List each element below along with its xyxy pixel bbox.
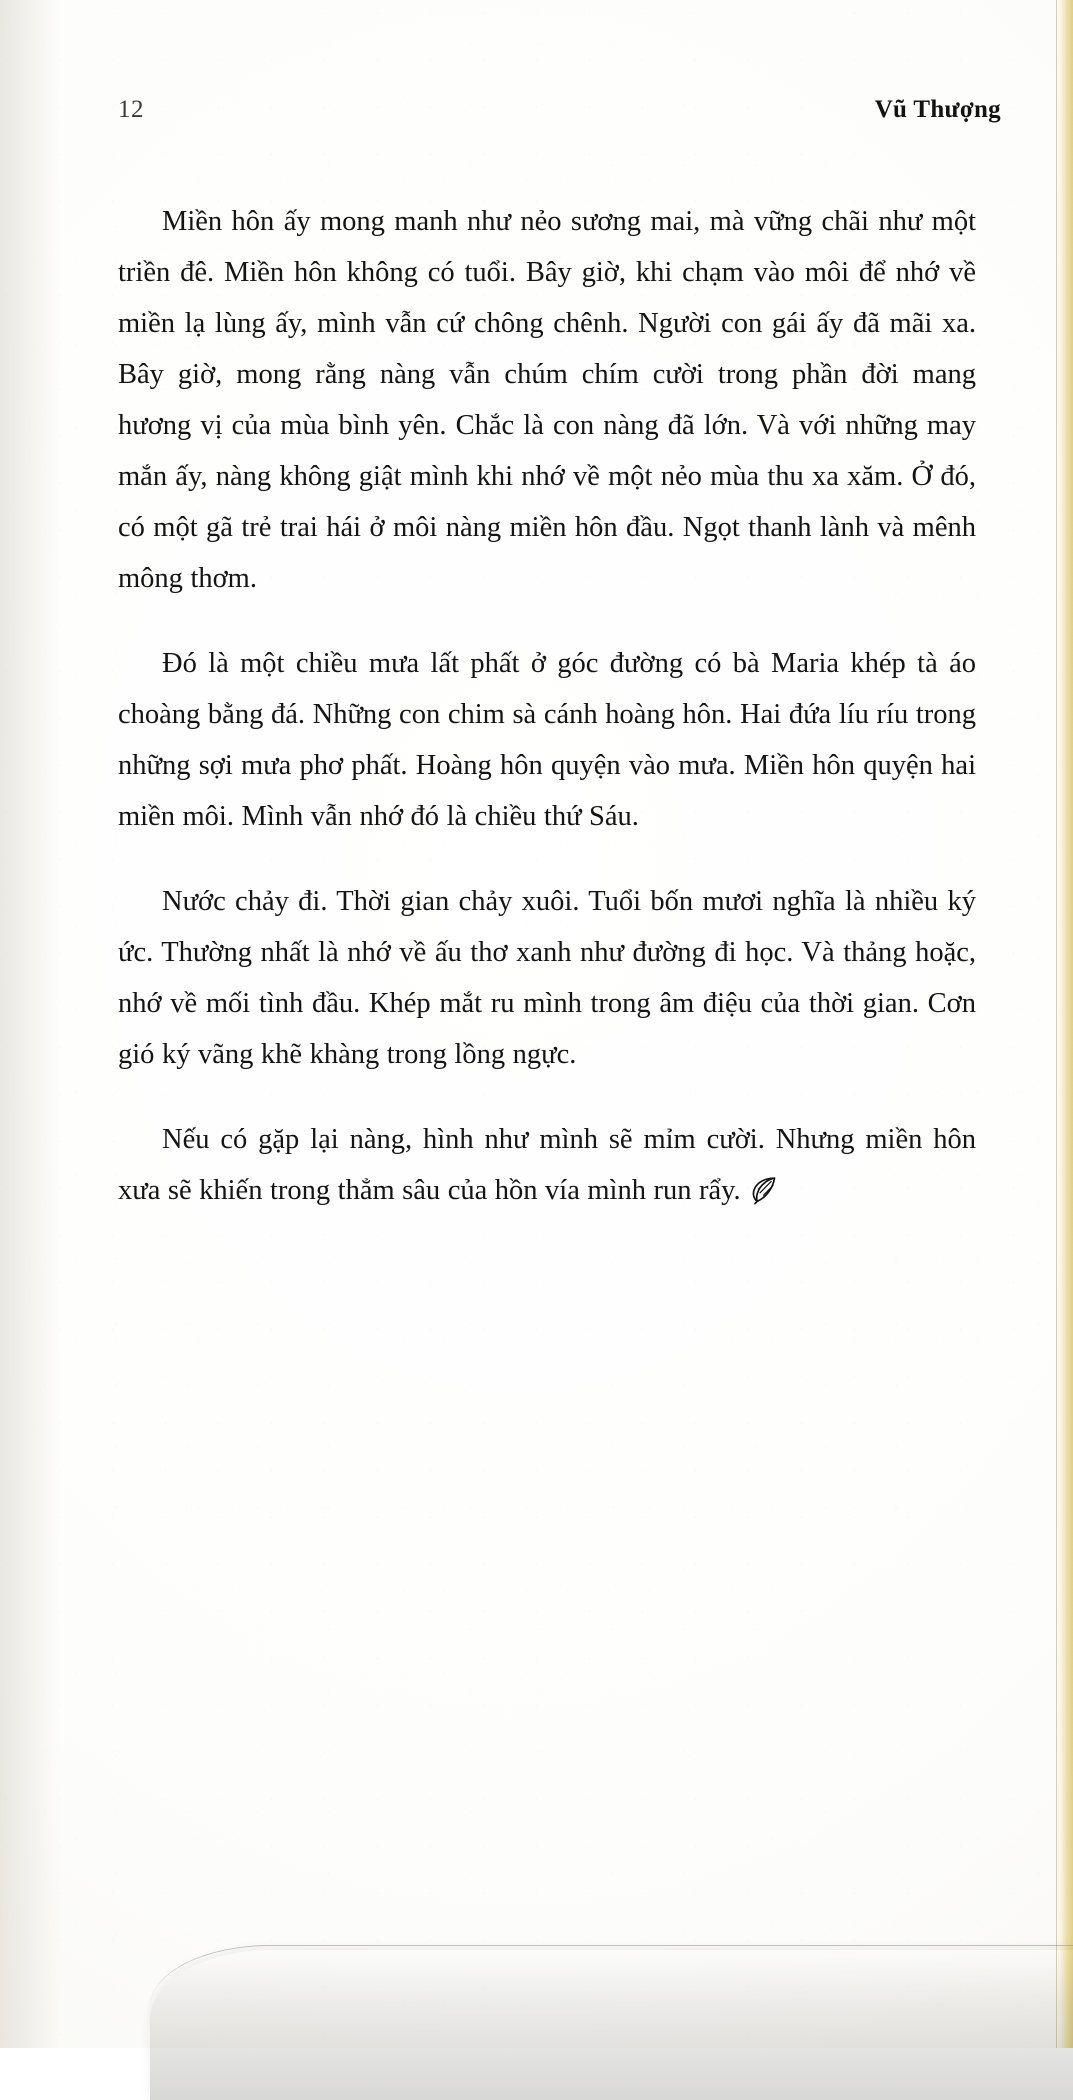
page-curl-gradient (150, 1950, 1073, 2100)
paragraph-final (118, 1114, 976, 1216)
paragraph-text: Nếu có gặp lại nàng, hình như mình sẽ mỉm cười. Nhưng miền hôn xưa sẽ khiến trong thẳm sâu của hồn vía mình run rẩy. (118, 1124, 976, 1206)
page-gutter-shading (0, 0, 60, 2048)
page-curl-edge (150, 1945, 1073, 2010)
paragraph: Miền hôn ấy mong manh như nẻo sương mai, mà vững chãi như một triền đê. Miền hôn không có tuổi. Bây giờ, khi chạm vào môi để nhớ về miền lạ lùng ấy, mình vẫn cứ chông chênh. Người con gái ấy đã mãi xa. Bây giờ, mong rằng nàng vẫn chúm chím cười trong phần đời mang hương vị của mùa bình yên. Chắc là con nàng đã lớn. Và với những may mắn ấy, nàng không giật mình khi nhớ về một nẻo mùa thu xa xăm. Ở đó, có một gã trẻ trai hái ở môi nàng miền hôn đầu. Ngọt thanh lành và mênh mông thơm. (118, 206, 976, 594)
paragraph: Đó là một chiều mưa lất phất ở góc đường có bà Maria khép tà áo choàng bằng đá. Những con chim sà cánh hoàng hôn. Hai đứa líu ríu trong những sợi mưa phơ phất. Hoàng hôn quyện vào mưa. Miền hôn quyện hai miền môi. Mình vẫn nhớ đó là chiều thứ Sáu. (118, 648, 976, 832)
running-head-author: Vũ Thượng (874, 96, 1001, 123)
page-number: 12 (118, 96, 144, 123)
page-header (118, 96, 1001, 130)
paragraph: Nước chảy đi. Thời gian chảy xuôi. Tuổi bốn mươi nghĩa là nhiều ký ức. Thường nhất là nhớ về ấu thơ xanh như đường đi học. Và thảng hoặc, nhớ về mối tình đầu. Khép mắt ru mình trong âm điệu của thời gian. Cơn gió ký vãng khẽ khàng trong lồng ngực. (118, 886, 976, 1070)
leaf-icon (749, 1175, 779, 1205)
page-edge-strip (1056, 0, 1073, 2048)
page-curl-shadow (0, 1888, 1073, 2048)
page-body-text (118, 196, 976, 1216)
